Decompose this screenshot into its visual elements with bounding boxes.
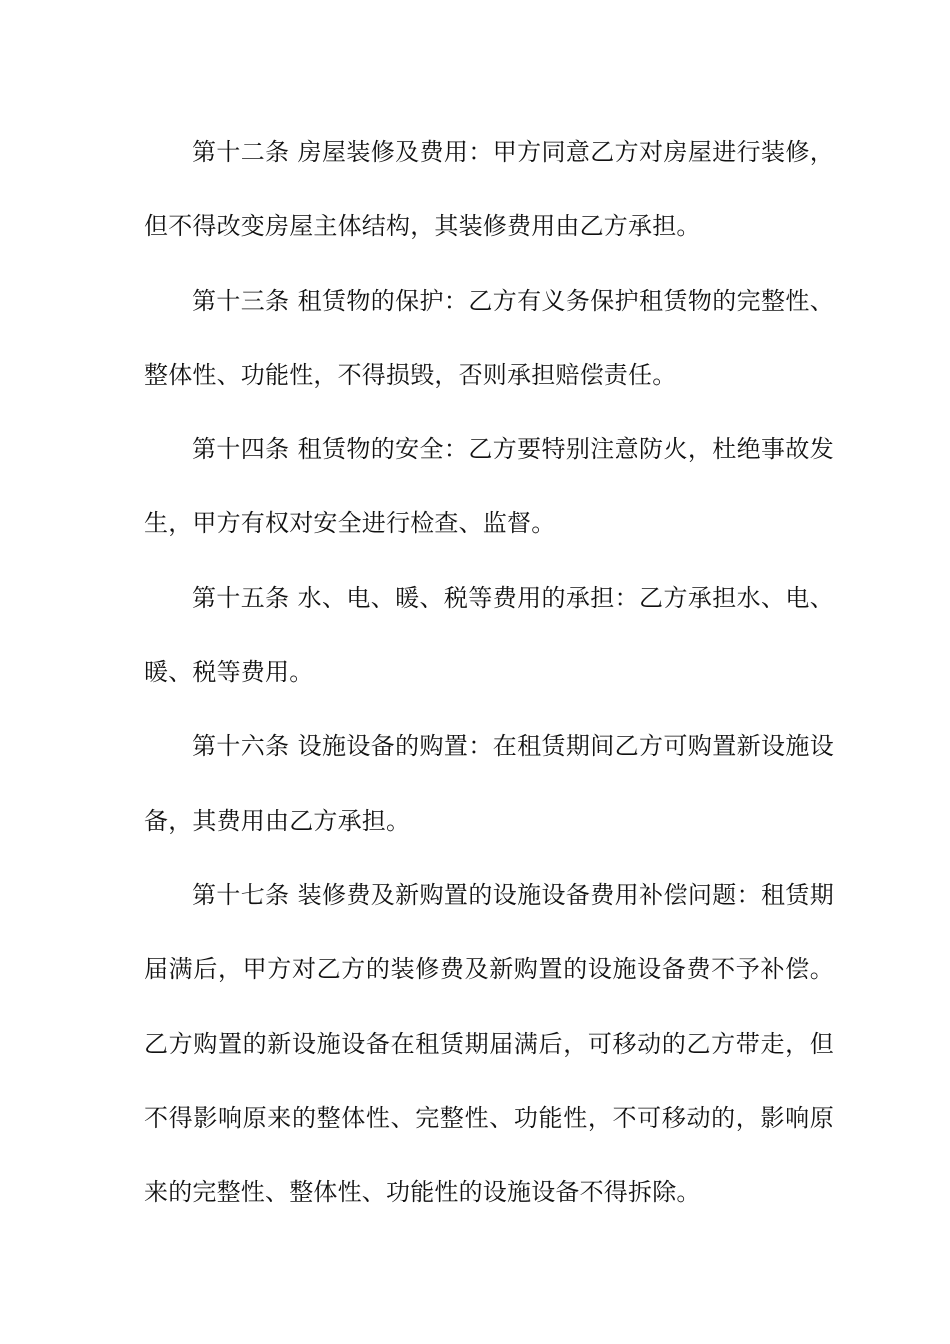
clause-12-paragraph	[144, 115, 834, 264]
clause-13-paragraph	[144, 264, 834, 413]
clause-12-text: 第十二条 房屋装修及费用：甲方同意乙方对房屋进行装修，但不得改变房屋主体结构，其装修费用由乙方承担。	[144, 138, 834, 241]
clause-13-text: 第十三条 租赁物的保护：乙方有义务保护租赁物的完整性、整体性、功能性，不得损毁，否则承担赔偿责任。	[144, 286, 834, 389]
clause-14-text: 第十四条 租赁物的安全：乙方要特别注意防火，杜绝事故发生，甲方有权对安全进行检查、监督。	[144, 435, 834, 538]
clause-16-paragraph	[144, 709, 834, 858]
clause-14-paragraph	[144, 412, 834, 561]
clause-15-paragraph	[144, 561, 834, 710]
clause-17-text: 第十七条 装修费及新购置的设施设备费用补偿问题：租赁期届满后，甲方对乙方的装修费及新购置的设施设备费不予补偿。乙方购置的新设施设备在租赁期届满后，可移动的乙方带走，但不得影响原来的整体性、完整性、功能性，不可移动的，影响原来的完整性、整体性、功能性的设施设备不得拆除。	[144, 880, 834, 1207]
contract-body	[144, 115, 834, 1229]
clause-16-text: 第十六条 设施设备的购置：在租赁期间乙方可购置新设施设备，其费用由乙方承担。	[144, 732, 834, 835]
clause-17-paragraph	[144, 858, 834, 1229]
clause-15-text: 第十五条 水、电、暖、税等费用的承担：乙方承担水、电、暖、税等费用。	[144, 583, 834, 687]
